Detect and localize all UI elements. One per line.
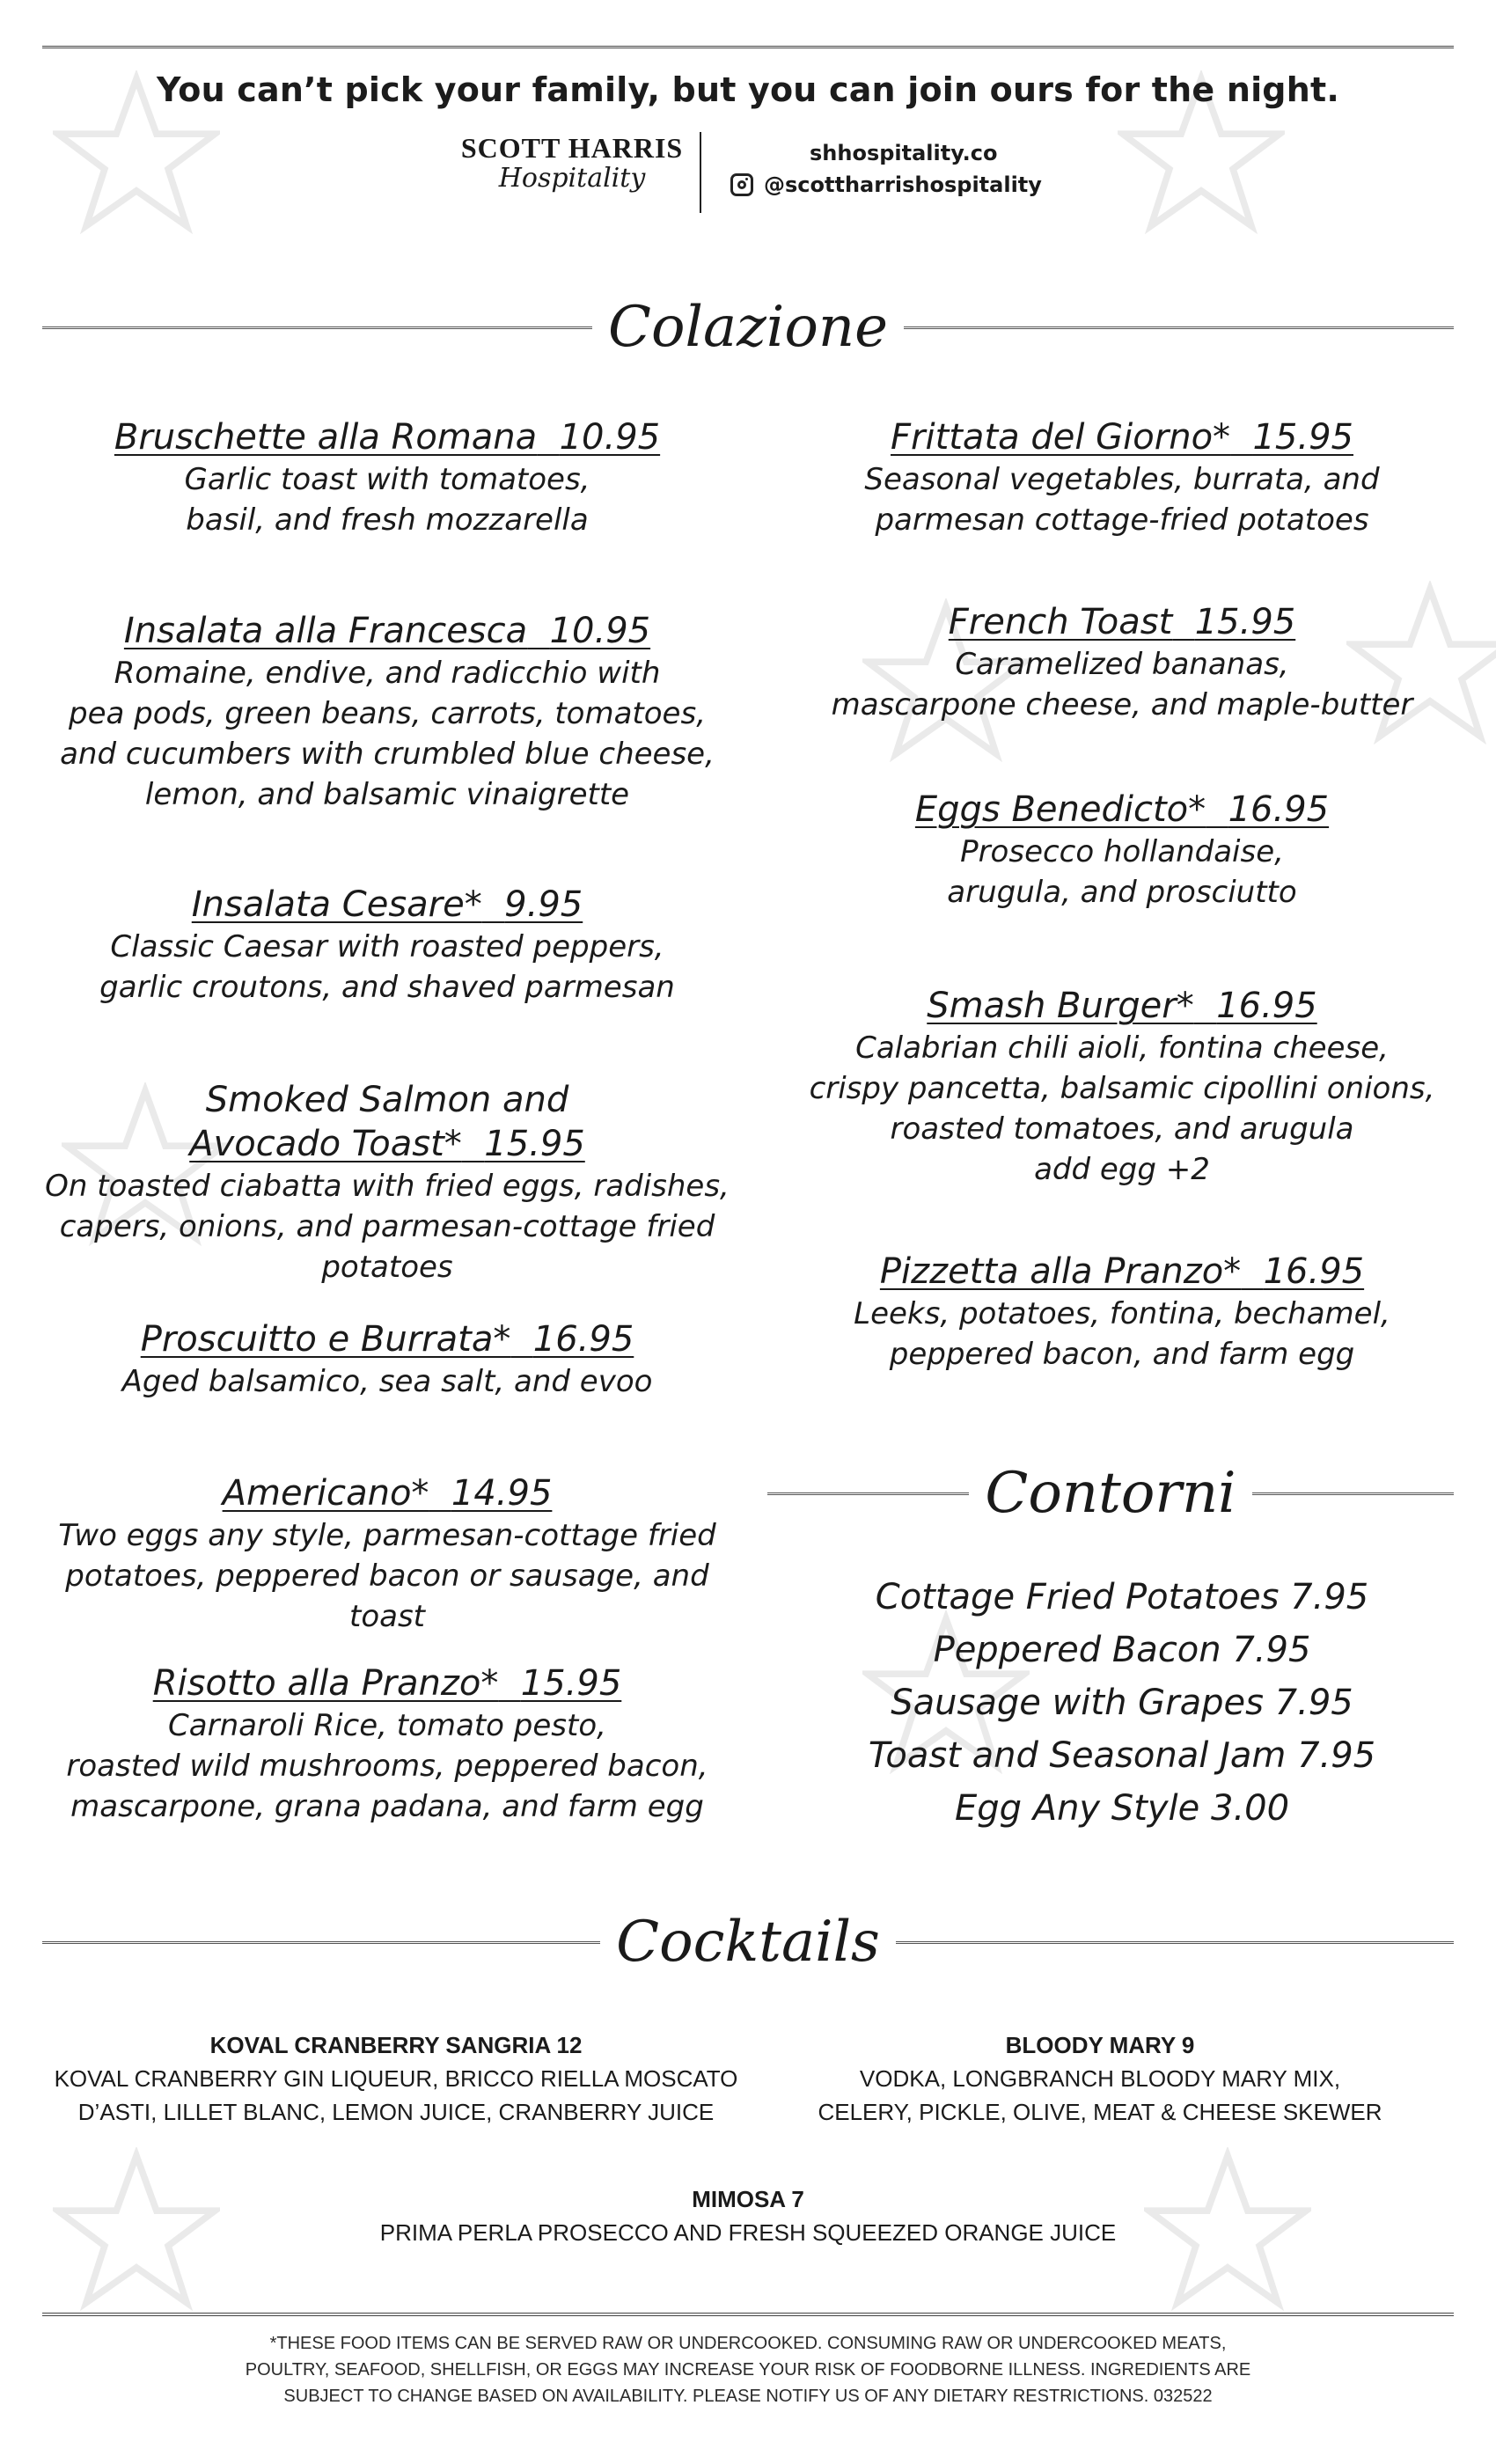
item-name: Smash Burger* bbox=[927, 986, 1194, 1026]
item-price: 15.95 bbox=[484, 1124, 585, 1164]
item-description: Calabrian chili aioli, fontina cheese, crispy pancetta, balsamic cipollini onions, roasted tomatoes, and arugula add egg +2 bbox=[809, 1030, 1435, 1187]
cocktail-name: BLOODY MARY 9 bbox=[1005, 2032, 1195, 2058]
website-link[interactable]: shhospitality.co bbox=[810, 141, 998, 165]
cocktail-item bbox=[176, 2182, 1320, 2249]
section-colazione-header bbox=[42, 295, 1454, 360]
item-price: 16.95 bbox=[1263, 1251, 1365, 1292]
menu-item bbox=[35, 1317, 739, 1402]
brand-divider bbox=[700, 132, 701, 213]
contorni-item: Egg Any Style 3.00 bbox=[954, 1788, 1290, 1829]
cocktail-name: KOVAL CRANBERRY SANGRIA 12 bbox=[209, 2032, 583, 2058]
section-title: Contorni bbox=[985, 1461, 1236, 1526]
menu-item bbox=[35, 609, 739, 815]
item-description: On toasted ciabatta with fried eggs, radishes, capers, onions, and parmesan-cottage fried potatoes bbox=[45, 1169, 730, 1285]
item-name: French Toast bbox=[948, 602, 1173, 642]
menu-item bbox=[35, 1471, 739, 1637]
item-description: Leeks, potatoes, fontina, bechamel, peppered bacon, and farm egg bbox=[854, 1296, 1390, 1372]
menu-item bbox=[26, 1078, 748, 1287]
item-description: Garlic toast with tomatoes, basil, and fresh mozzarella bbox=[184, 462, 590, 538]
item-price: 14.95 bbox=[451, 1473, 553, 1514]
item-description: Prosecco hollandaise, arugula, and prosciutto bbox=[947, 834, 1297, 910]
item-price: 16.95 bbox=[1216, 986, 1317, 1026]
item-name: Pizzetta alla Pranzo* bbox=[879, 1251, 1242, 1292]
social-block bbox=[730, 141, 1042, 197]
menu-item bbox=[35, 415, 739, 540]
item-price: 15.95 bbox=[1252, 417, 1353, 458]
cocktail-description: VODKA, LONGBRANCH BLOODY MARY MIX, CELERY, PICKLE, OLIVE, MEAT & CHEESE SKEWER bbox=[818, 2065, 1382, 2125]
item-name: Insalata alla Francesca bbox=[123, 611, 528, 651]
item-description: Aged balsamico, sea salt, and evoo bbox=[121, 1364, 653, 1399]
cocktail-item bbox=[757, 2028, 1443, 2129]
section-cocktails-header bbox=[42, 1910, 1454, 1975]
item-name: Frittata del Giorno* bbox=[891, 417, 1231, 458]
item-description: Caramelized bananas, mascarpone cheese, and maple-butter bbox=[831, 647, 1413, 722]
item-price: 16.95 bbox=[532, 1319, 634, 1360]
contorni-list bbox=[774, 1571, 1470, 1835]
contorni-item: Toast and Seasonal Jam 7.95 bbox=[868, 1735, 1376, 1776]
brand-script: Hospitality bbox=[498, 163, 646, 194]
section-contorni-header bbox=[767, 1461, 1454, 1526]
menu-item bbox=[774, 600, 1470, 725]
section-title: Colazione bbox=[608, 295, 888, 360]
cocktail-item bbox=[35, 2028, 757, 2129]
item-price: 15.95 bbox=[1194, 602, 1296, 642]
section-title: Cocktails bbox=[616, 1910, 880, 1975]
divider-line bbox=[904, 326, 1454, 329]
divider-line bbox=[42, 1941, 600, 1944]
instagram-icon bbox=[730, 173, 753, 196]
item-name: Avocado Toast* bbox=[189, 1124, 462, 1164]
cocktail-description: PRIMA PERLA PROSECCO AND FRESH SQUEEZED ORANGE JUICE bbox=[379, 2219, 1117, 2246]
item-name: Bruschette alla Romana bbox=[114, 417, 538, 458]
contorni-item: Sausage with Grapes 7.95 bbox=[891, 1683, 1353, 1723]
item-name: Americano* bbox=[222, 1473, 429, 1514]
divider-line bbox=[1252, 1492, 1454, 1495]
menu-item bbox=[35, 1661, 739, 1827]
instagram-handle: @scottharrishospitality bbox=[764, 172, 1042, 197]
item-price: 15.95 bbox=[520, 1663, 622, 1704]
item-price: 9.95 bbox=[504, 884, 583, 925]
menu-item bbox=[774, 1250, 1470, 1375]
item-description: Carnaroli Rice, tomato pesto, roasted wild mushrooms, peppered bacon, mascarpone, grana padana, and farm egg bbox=[66, 1708, 708, 1824]
item-description: Romaine, endive, and radicchio with pea pods, green beans, carrots, tomatoes, and cucumbers with crumbled blue cheese, lemon, and balsamic vinaigrette bbox=[60, 656, 715, 812]
brand-name: SCOTT HARRIS bbox=[460, 132, 684, 164]
divider-line bbox=[896, 1941, 1454, 1944]
contorni-item: Cottage Fried Potatoes 7.95 bbox=[875, 1577, 1369, 1617]
item-name: Risotto alla Pranzo* bbox=[152, 1663, 499, 1704]
item-price: 10.95 bbox=[549, 611, 651, 651]
divider-line bbox=[42, 326, 592, 329]
menu-item bbox=[774, 415, 1470, 540]
brand-logo bbox=[440, 132, 704, 194]
item-name: Insalata Cesare* bbox=[191, 884, 482, 925]
top-divider bbox=[42, 46, 1454, 48]
cocktail-description: KOVAL CRANBERRY GIN LIQUEUR, BRICCO RIELLA MOSCATO D’ASTI, LILLET BLANC, LEMON JUICE, CRANBERRY JUICE bbox=[54, 2065, 738, 2125]
bottom-divider bbox=[42, 2313, 1454, 2316]
allergy-disclaimer: *THESE FOOD ITEMS CAN BE SERVED RAW OR UNDERCOOKED. CONSUMING RAW OR UNDERCOOKED MEATS, POULTRY, SEAFOOD, SHELLFISH, OR EGGS MAY INCREASE YOUR RISK OF FOODBORNE ILLNESS. INGREDIENTS ARE SUBJECT TO CHANGE BASED ON AVAILABILITY. PLEASE NOTIFY US OF ANY DIETARY RESTRICTIONS. 032522 bbox=[245, 2334, 1251, 2406]
contorni-item: Peppered Bacon 7.95 bbox=[933, 1630, 1311, 1670]
menu-item bbox=[774, 788, 1470, 913]
cocktail-name: MIMOSA 7 bbox=[692, 2186, 804, 2212]
instagram-link[interactable] bbox=[730, 172, 1042, 197]
item-price: 10.95 bbox=[559, 417, 661, 458]
item-price: 16.95 bbox=[1228, 789, 1330, 830]
tagline: You can’t pick your family, but you can join ours for the night. bbox=[157, 70, 1339, 109]
item-description: Seasonal vegetables, burrata, and parmesan cottage-fried potatoes bbox=[864, 462, 1380, 538]
divider-line bbox=[767, 1492, 969, 1495]
item-name: Proscuitto e Burrata* bbox=[140, 1319, 511, 1360]
item-description: Classic Caesar with roasted peppers, garlic croutons, and shaved parmesan bbox=[99, 929, 675, 1005]
item-name-line1: Smoked Salmon and bbox=[205, 1080, 569, 1120]
item-name: Eggs Benedicto* bbox=[914, 789, 1206, 830]
menu-item bbox=[774, 984, 1470, 1190]
menu-item bbox=[35, 883, 739, 1008]
item-description: Two eggs any style, parmesan-cottage fried potatoes, peppered bacon or sausage, and toast bbox=[58, 1518, 716, 1634]
